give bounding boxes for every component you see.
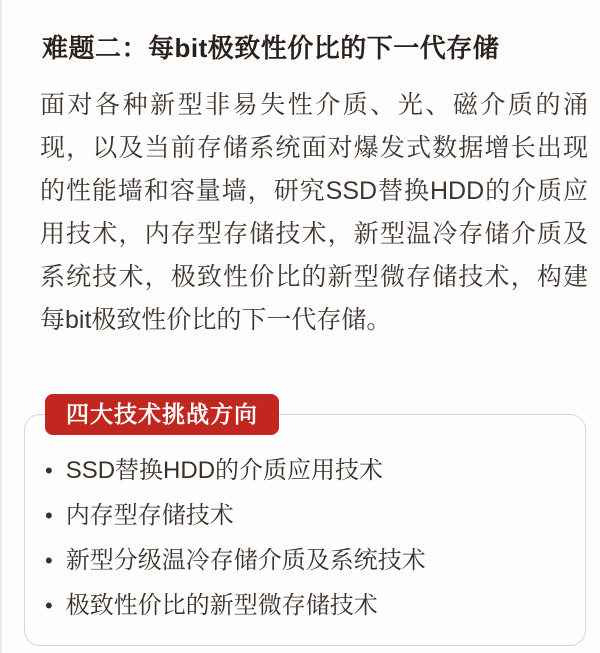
list-item-text: SSD替换HDD的介质应用技术 bbox=[65, 457, 384, 484]
bullet-icon: • bbox=[45, 503, 53, 528]
list-item bbox=[45, 456, 569, 486]
list-item-text: 新型分级温冷存储介质及系统技术 bbox=[65, 547, 426, 574]
challenge-badge: 四大技术挑战方向 bbox=[45, 394, 279, 435]
list-item-text: 内存型存储技术 bbox=[65, 502, 234, 529]
list-item bbox=[45, 546, 569, 576]
challenges-card bbox=[24, 401, 586, 646]
challenge-list bbox=[45, 456, 569, 636]
list-item bbox=[45, 501, 569, 531]
list-item bbox=[45, 591, 569, 621]
intro-paragraph: 面对各种新型非易失性介质、光、磁介质的涌现，以及当前存储系统面对爆发式数据增长出现的性能墙和容量墙，研究SSD替换HDD的介质应用技术，内存型存储技术，新型温冷存储介质及系统技术，极致性价比的新型微存储技术，构建每bit极致性价比的下一代存储。 bbox=[40, 91, 588, 334]
section-title: 难题二：每bit极致性价比的下一代存储 bbox=[42, 33, 500, 63]
bullet-icon: • bbox=[45, 548, 53, 573]
bullet-icon: • bbox=[45, 458, 53, 483]
bullet-icon: • bbox=[45, 593, 53, 618]
list-item-text: 极致性价比的新型微存储技术 bbox=[65, 592, 378, 619]
page-left-edge bbox=[0, 0, 2, 653]
